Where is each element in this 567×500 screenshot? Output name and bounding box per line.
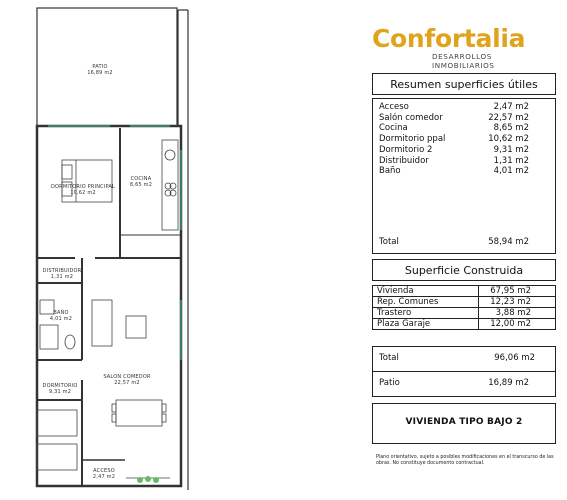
totales-total-label: Total [379,353,399,363]
room-salon-comedor [96,374,158,386]
construida-col-divider [478,318,479,330]
resumen-row-value: 22,57 m2 [488,112,529,123]
room-patio-name: PATIO [92,64,108,70]
room-acceso [88,468,120,480]
room-acceso-name: ACCESO [93,468,115,474]
room-cocina [124,176,158,188]
room-dormitorio-principal [48,184,118,196]
room-dormitorio-2 [40,383,80,395]
resumen-row-value: 9,31 m2 [493,144,529,155]
room-dormitorio-principal-name: DORMITORIO PRINCIPAL [50,184,116,190]
room-bano [46,310,76,322]
room-cocina-area: 8,65 m2 [129,182,153,188]
resumen-row-name: Cocina [379,123,408,134]
room-cocina-name: COCINA [130,176,152,182]
totales-patio-value: 16,89 m2 [488,378,529,388]
brand-logo [372,26,557,70]
room-acceso-area: 2,47 m2 [92,474,116,480]
disclaimer-note: Plano orientativo, sujeto a posibles modificaciones en el transcurso de las obras. No constituye documento contractual. [376,455,554,466]
resumen-total-value: 58,94 m2 [488,237,529,247]
room-distribuidor-area: 1,31 m2 [50,274,74,280]
resumen-row-value: 8,65 m2 [493,123,529,134]
resumen-row-name: Acceso [379,102,409,112]
brand-name: Confortalia [372,24,526,53]
vivienda-tipo-label: VIVIENDA TIPO BAJO 2 [405,417,523,427]
resumen-row-name: Dormitorio 2 [379,144,433,155]
resumen-title: Resumen superficies útiles [390,78,538,91]
totales-divider [372,371,556,372]
resumen-row-name: Salón comedor [379,112,443,123]
resumen-row-name: Baño [379,166,401,177]
resumen-row-value: 4,01 m2 [493,166,529,177]
construida-row-value: 12,23 m2 [490,297,531,307]
resumen-total-label: Total [379,237,399,247]
room-patio [80,64,120,76]
construida-row-name: Plaza Garaje [377,319,431,329]
resumen-row-name: Dormitorio ppal [379,134,446,145]
totales-total-value: 96,06 m2 [494,353,535,363]
room-dormitorio-name: DORMITORIO [42,383,78,389]
room-bano-name: BAÑO [53,310,69,316]
resumen-row-name: Distribuidor [379,155,429,166]
floor-plan [0,0,200,496]
room-dormitorio-principal-area: 10,62 m2 [70,190,96,196]
room-bano-area: 4,01 m2 [49,316,73,322]
room-distribuidor-name: DISTRIBUIDOR [42,268,82,274]
room-salon-area: 22,57 m2 [114,380,140,386]
resumen-row-value: 10,62 m2 [488,134,529,145]
room-patio-area: 16,89 m2 [87,70,113,76]
construida-title: Superficie Construida [404,264,524,277]
room-salon-name: SALON COMEDOR [103,374,151,380]
construida-row-name: Vivienda [377,286,414,296]
brand-tagline: DESARROLLOS INMOBILIARIOS [432,52,495,70]
construida-row-value: 12,00 m2 [490,319,531,329]
totales-patio-label: Patio [379,378,400,388]
room-dormitorio-area: 9,31 m2 [48,389,72,395]
room-distribuidor [42,268,82,280]
resumen-row-value: 2,47 m2 [493,102,529,112]
construida-row-name: Rep. Comunes [377,297,439,307]
resumen-row-value: 1,31 m2 [493,155,529,166]
construida-row-value: 67,95 m2 [490,286,531,296]
construida-row-name: Trastero [377,308,412,318]
construida-row-value: 3,88 m2 [495,308,531,318]
